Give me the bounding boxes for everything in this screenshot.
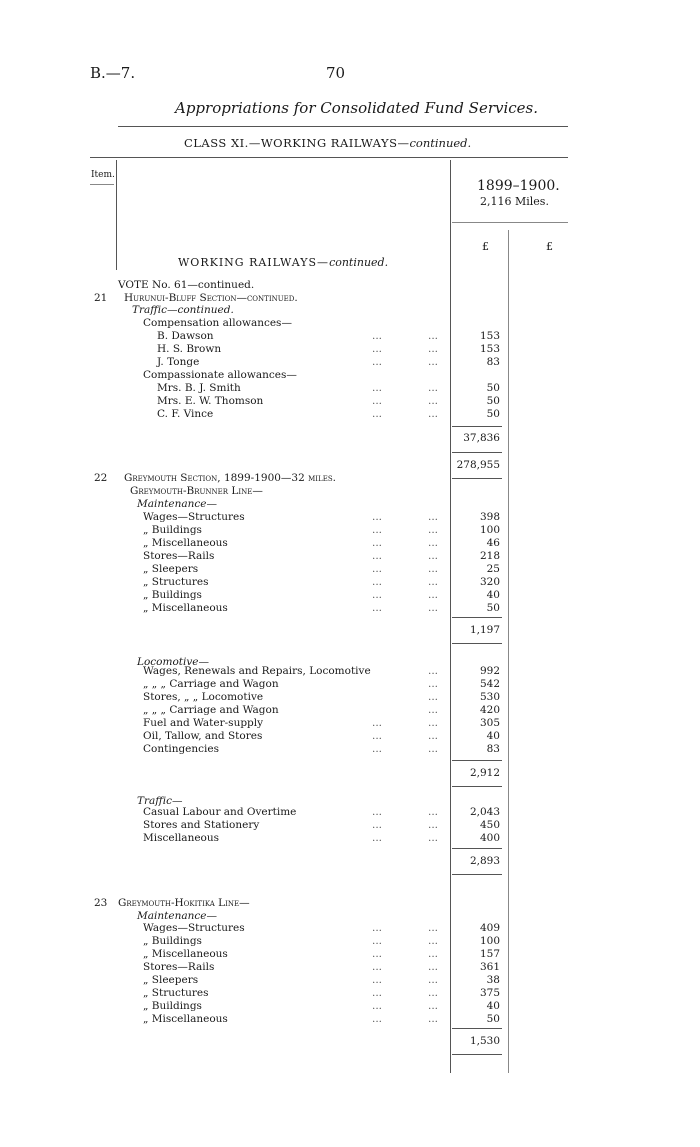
leader-dots: ...: [372, 589, 383, 601]
table-row: [0, 304, 700, 317]
leader-dots: ...: [372, 563, 383, 575]
leader-dots: ...: [428, 1000, 439, 1012]
row-label: Maintenance—: [137, 910, 217, 922]
subtotal-rule: [452, 643, 502, 644]
leader-dots: ...: [428, 602, 439, 614]
row-label: Stores and Stationery: [143, 819, 260, 831]
row-label: Miscellaneous: [143, 832, 220, 844]
leader-dots: ...: [428, 832, 439, 844]
row-label: Stores—Rails: [143, 550, 215, 562]
leader-dots: ...: [372, 524, 383, 536]
item-number: 21: [94, 292, 108, 304]
table-top-rule: [90, 157, 568, 158]
table-row: [0, 717, 700, 730]
leader-dots: ...: [428, 1013, 439, 1025]
item-header-rule: [90, 184, 114, 185]
table-row: [0, 665, 700, 678]
table-row: [0, 408, 700, 421]
leader-dots: ...: [372, 922, 383, 934]
row-amount: 157: [479, 948, 500, 960]
row-label: Fuel and Water-supply: [143, 717, 264, 729]
leader-dots: ...: [428, 730, 439, 742]
row-label: „ Miscellaneous: [143, 537, 228, 549]
row-amount: 320: [479, 576, 500, 588]
item-number: 23: [94, 897, 108, 909]
table-row: [0, 1013, 700, 1026]
table-row: [0, 1000, 700, 1013]
leader-dots: ...: [428, 408, 439, 420]
row-amount: 992: [479, 665, 500, 677]
table-row: [0, 819, 700, 832]
leader-dots: ...: [428, 704, 439, 716]
row-label: Wages, Renewals and Repairs, Locomotive: [143, 665, 371, 677]
row-amount: 305: [479, 717, 500, 729]
row-label: J. Tonge: [157, 356, 200, 368]
row-amount: 40: [486, 589, 500, 601]
row-label: Wages—Structures: [143, 511, 245, 523]
leader-dots: ...: [428, 537, 439, 549]
leader-dots: ...: [428, 948, 439, 960]
table-row: [0, 576, 700, 589]
row-label: „ Buildings: [143, 589, 202, 601]
subtotal-rule: [452, 617, 502, 618]
row-label: „ Buildings: [143, 1000, 202, 1012]
subtotal-rule: [452, 760, 502, 761]
table-row: [0, 704, 700, 717]
pound-symbol-col1: £: [482, 240, 489, 253]
row-label: B. Dawson: [157, 330, 214, 342]
row-amount: 40: [486, 730, 500, 742]
section-heading: WORKING RAILWAYS—continued.: [178, 256, 389, 269]
document-reference: B.—7.: [90, 64, 136, 82]
subtotal-rule: [452, 478, 502, 479]
table-row: [0, 485, 700, 498]
table-row: [0, 537, 700, 550]
row-label: Maintenance—: [137, 498, 217, 510]
leader-dots: ...: [372, 1013, 383, 1025]
row-amount: 50: [486, 602, 500, 614]
leader-dots: ...: [428, 356, 439, 368]
row-label: Greymouth-Hokitika Line—: [118, 897, 250, 909]
row-label: Traffic—: [137, 795, 183, 807]
row-label: „ Buildings: [143, 935, 202, 947]
leader-dots: ...: [428, 330, 439, 342]
row-label: Locomotive—: [137, 656, 209, 668]
leader-dots: ...: [372, 935, 383, 947]
table-row: [0, 382, 700, 395]
table-row: [0, 961, 700, 974]
row-amount: 40: [486, 1000, 500, 1012]
title-rule: [118, 126, 568, 127]
table-row: [0, 948, 700, 961]
row-amount: 218: [479, 550, 500, 562]
row-label: Traffic—continued.: [132, 304, 234, 316]
row-label: „ Structures: [143, 576, 209, 588]
row-amount: 542: [479, 678, 500, 690]
row-label: „ Miscellaneous: [143, 1013, 228, 1025]
row-label: Wages—Structures: [143, 922, 245, 934]
row-amount: 100: [479, 524, 500, 536]
leader-dots: ...: [372, 395, 383, 407]
table-row: [0, 806, 700, 819]
table-row: [0, 395, 700, 408]
leader-dots: ...: [428, 395, 439, 407]
table-row: [0, 922, 700, 935]
row-label: „ Sleepers: [143, 563, 199, 575]
row-label: „ „ „ Carriage and Wagon: [143, 678, 279, 690]
leader-dots: ...: [428, 935, 439, 947]
leader-dots: ...: [428, 550, 439, 562]
table-row: [0, 987, 700, 1000]
leader-dots: ...: [428, 343, 439, 355]
row-label: C. F. Vince: [157, 408, 214, 420]
row-label: Greymouth Section, 1899-1900—32 miles.: [124, 472, 336, 484]
leader-dots: ...: [372, 961, 383, 973]
row-label: Stores, „ „ Locomotive: [143, 691, 264, 703]
table-row: [0, 678, 700, 691]
row-label: „ Miscellaneous: [143, 948, 228, 960]
leader-dots: ...: [372, 743, 383, 755]
row-label: „ Buildings: [143, 524, 202, 536]
leader-dots: ...: [372, 382, 383, 394]
leader-dots: ...: [428, 974, 439, 986]
item-number: 22: [94, 472, 108, 484]
table-row: [0, 602, 700, 615]
subtotal-rule: [452, 848, 502, 849]
page-number: 70: [326, 64, 346, 82]
subtotal-rule: [452, 1054, 502, 1055]
subtotal-rule: [452, 1028, 502, 1029]
class-heading: CLASS XI.—WORKING RAILWAYS—continued.: [184, 136, 472, 150]
row-amount: 50: [486, 382, 500, 394]
row-label: Greymouth-Brunner Line—: [130, 485, 263, 497]
leader-dots: ...: [372, 948, 383, 960]
year-header-rule: [452, 222, 568, 223]
table-row: [0, 472, 700, 485]
table-row: [0, 691, 700, 704]
table-row: [0, 730, 700, 743]
row-label: Compensation allowances—: [143, 317, 292, 329]
leader-dots: ...: [372, 550, 383, 562]
leader-dots: ...: [372, 356, 383, 368]
row-amount: 100: [479, 935, 500, 947]
row-label: „ „ „ Carriage and Wagon: [143, 704, 279, 716]
leader-dots: ...: [428, 563, 439, 575]
row-label: „ Miscellaneous: [143, 602, 228, 614]
row-label: Compassionate allowances—: [143, 369, 297, 381]
leader-dots: ...: [372, 819, 383, 831]
table-row: [0, 897, 700, 910]
leader-dots: ...: [372, 806, 383, 818]
row-label: Contingencies: [143, 743, 219, 755]
row-label: „ Structures: [143, 987, 209, 999]
leader-dots: ...: [428, 806, 439, 818]
row-label: Hurunui-Bluff Section—continued.: [124, 292, 298, 304]
leader-dots: ...: [428, 922, 439, 934]
table-row: [0, 550, 700, 563]
row-label: Stores—Rails: [143, 961, 215, 973]
row-amount: 25: [486, 563, 500, 575]
leader-dots: ...: [372, 730, 383, 742]
leader-dots: ...: [428, 819, 439, 831]
row-label: VOTE No. 61—continued.: [118, 279, 255, 291]
section-total-amount: 278,955: [456, 459, 500, 471]
row-amount: 83: [486, 356, 500, 368]
row-amount: 400: [479, 832, 500, 844]
table-row: [0, 330, 700, 343]
row-amount: 50: [486, 408, 500, 420]
table-row: [0, 974, 700, 987]
row-amount: 153: [479, 330, 500, 342]
row-amount: 38: [486, 974, 500, 986]
leader-dots: ...: [428, 678, 439, 690]
row-amount: 450: [479, 819, 500, 831]
leader-dots: ...: [428, 382, 439, 394]
table-row: [0, 498, 700, 511]
row-label: H. S. Brown: [157, 343, 222, 355]
leader-dots: ...: [372, 343, 383, 355]
table-row: [0, 563, 700, 576]
leader-dots: ...: [428, 576, 439, 588]
leader-dots: ...: [372, 1000, 383, 1012]
row-label: „ Sleepers: [143, 974, 199, 986]
table-row: [0, 524, 700, 537]
row-amount: 50: [486, 1013, 500, 1025]
leader-dots: ...: [372, 974, 383, 986]
leader-dots: ...: [428, 589, 439, 601]
miles-header: 2,116 Miles.: [480, 195, 549, 208]
subtotal-rule: [452, 426, 502, 427]
table-row: [0, 369, 700, 382]
leader-dots: ...: [372, 987, 383, 999]
leader-dots: ...: [428, 691, 439, 703]
row-label: Casual Labour and Overtime: [143, 806, 297, 818]
leader-dots: ...: [372, 832, 383, 844]
leader-dots: ...: [428, 961, 439, 973]
item-column-divider: [116, 160, 117, 270]
table-row: [0, 343, 700, 356]
table-row: [0, 279, 700, 292]
table-row: [0, 317, 700, 330]
leader-dots: ...: [372, 330, 383, 342]
table-row: [0, 832, 700, 845]
table-row: [0, 935, 700, 948]
row-amount: 2,043: [469, 806, 500, 818]
subtotal-rule: [452, 874, 502, 875]
subtotal-amount: 1,530: [469, 1035, 500, 1047]
leader-dots: ...: [428, 717, 439, 729]
item-column-header: Item.: [91, 170, 115, 180]
leader-dots: ...: [428, 524, 439, 536]
subtotal-rule: [452, 786, 502, 787]
row-label: Mrs. E. W. Thomson: [157, 395, 264, 407]
table-row: [0, 511, 700, 524]
leader-dots: ...: [372, 537, 383, 549]
table-row: [0, 589, 700, 602]
leader-dots: ...: [372, 717, 383, 729]
row-amount: 409: [479, 922, 500, 934]
subtotal-amount: 1,197: [469, 624, 500, 636]
row-amount: 50: [486, 395, 500, 407]
table-row: [0, 743, 700, 756]
leader-dots: ...: [428, 511, 439, 523]
leader-dots: ...: [372, 408, 383, 420]
row-label: Mrs. B. J. Smith: [157, 382, 241, 394]
table-row: [0, 356, 700, 369]
leader-dots: ...: [428, 665, 439, 677]
leader-dots: ...: [372, 576, 383, 588]
row-amount: 83: [486, 743, 500, 755]
leader-dots: ...: [372, 602, 383, 614]
subtotal-amount: 37,836: [463, 432, 500, 444]
row-amount: 530: [479, 691, 500, 703]
subtotal-amount: 2,912: [469, 767, 500, 779]
leader-dots: ...: [428, 743, 439, 755]
year-header: 1899–1900.: [477, 178, 560, 194]
leader-dots: ...: [428, 987, 439, 999]
row-amount: 420: [479, 704, 500, 716]
row-amount: 46: [486, 537, 500, 549]
row-label: Oil, Tallow, and Stores: [143, 730, 263, 742]
row-amount: 398: [479, 511, 500, 523]
row-amount: 361: [479, 961, 500, 973]
pound-symbol-col2: £: [546, 240, 553, 253]
leader-dots: ...: [372, 511, 383, 523]
subtotal-amount: 2,893: [469, 855, 500, 867]
page-title: Appropriations for Consolidated Fund Services.: [175, 99, 539, 117]
row-amount: 375: [479, 987, 500, 999]
subtotal-rule: [452, 452, 502, 453]
row-amount: 153: [479, 343, 500, 355]
